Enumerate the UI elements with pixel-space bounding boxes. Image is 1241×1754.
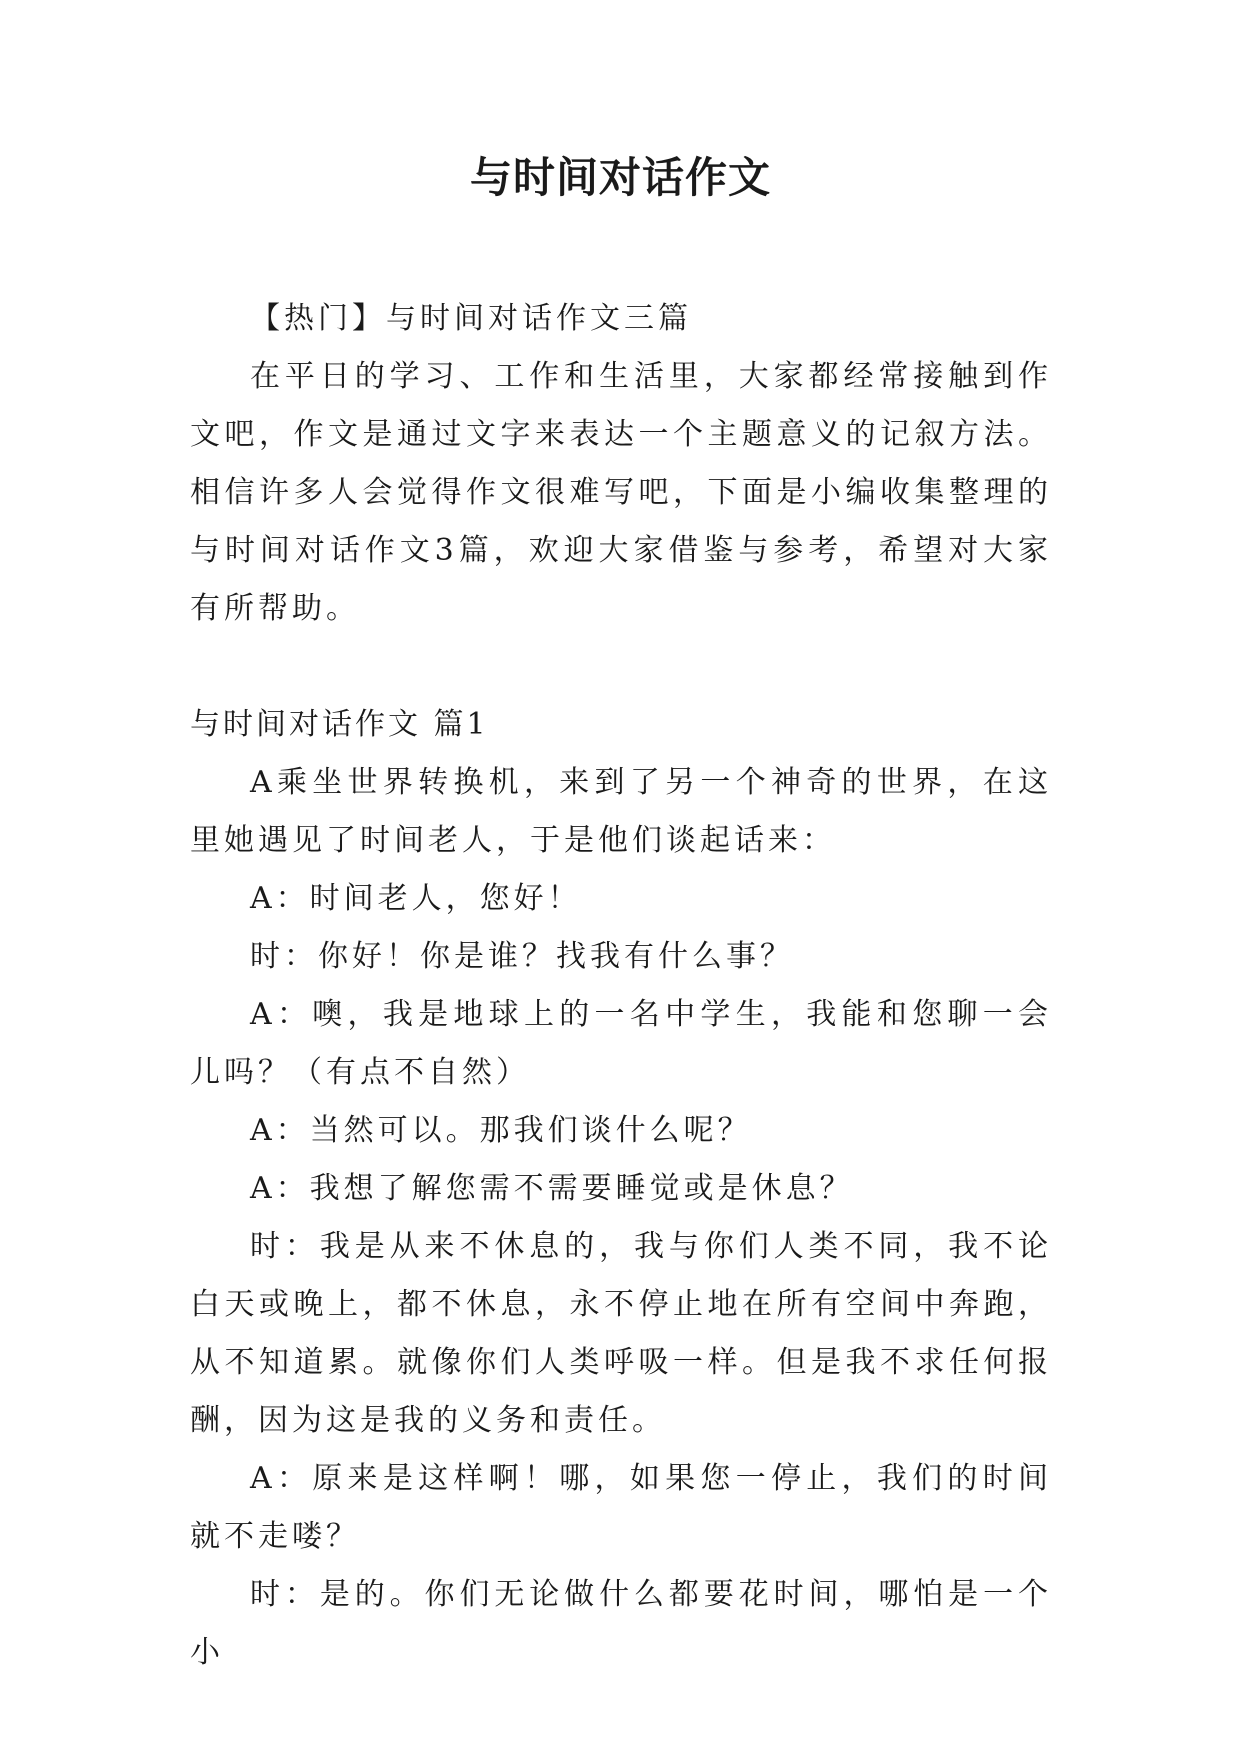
body-paragraph: A：噢，我是地球上的一名中学生，我能和您聊一会儿吗？（有点不自然） — [190, 997, 1052, 1090]
body-paragraph: 时：我是从来不休息的，我与你们人类不同，我不论白天或晚上，都不休息，永不停止地在所有空间中奔跑，从不知道累。就像你们人类呼吸一样。但是我不求任何报酬，因为这是我的义务和责任。 — [190, 1229, 1052, 1438]
intro-heading: 【热门】与时间对话作文三篇 — [250, 301, 692, 336]
body-paragraph: A乘坐世界转换机，来到了另一个神奇的世界，在这里她遇见了时间老人，于是他们谈起话来： — [190, 765, 1052, 858]
body-paragraph: A：时间老人，您好！ — [250, 881, 582, 916]
section-heading: 与时间对话作文 篇1 — [190, 707, 489, 742]
document-body — [190, 290, 1052, 1682]
body-paragraph: 时：你好！你是谁？找我有什么事？ — [250, 939, 794, 974]
body-paragraph: A：当然可以。那我们谈什么呢？ — [250, 1113, 752, 1148]
intro-paragraph: 在平日的学习、工作和生活里，大家都经常接触到作文吧，作文是通过文字来表达一个主题意义的记叙方法。相信许多人会觉得作文很难写吧，下面是小编收集整理的与时间对话作文3篇，欢迎大家借鉴与参考，希望对大家有所帮助。 — [190, 359, 1052, 626]
body-paragraph: A：我想了解您需不需要睡觉或是休息？ — [250, 1171, 854, 1206]
document-title: 与时间对话作文 — [469, 153, 771, 202]
body-paragraph: A：原来是这样啊！哪，如果您一停止，我们的时间就不走喽？ — [190, 1461, 1052, 1554]
body-paragraph: 时：是的。你们无论做什么都要花时间，哪怕是一个小 — [190, 1577, 1052, 1670]
